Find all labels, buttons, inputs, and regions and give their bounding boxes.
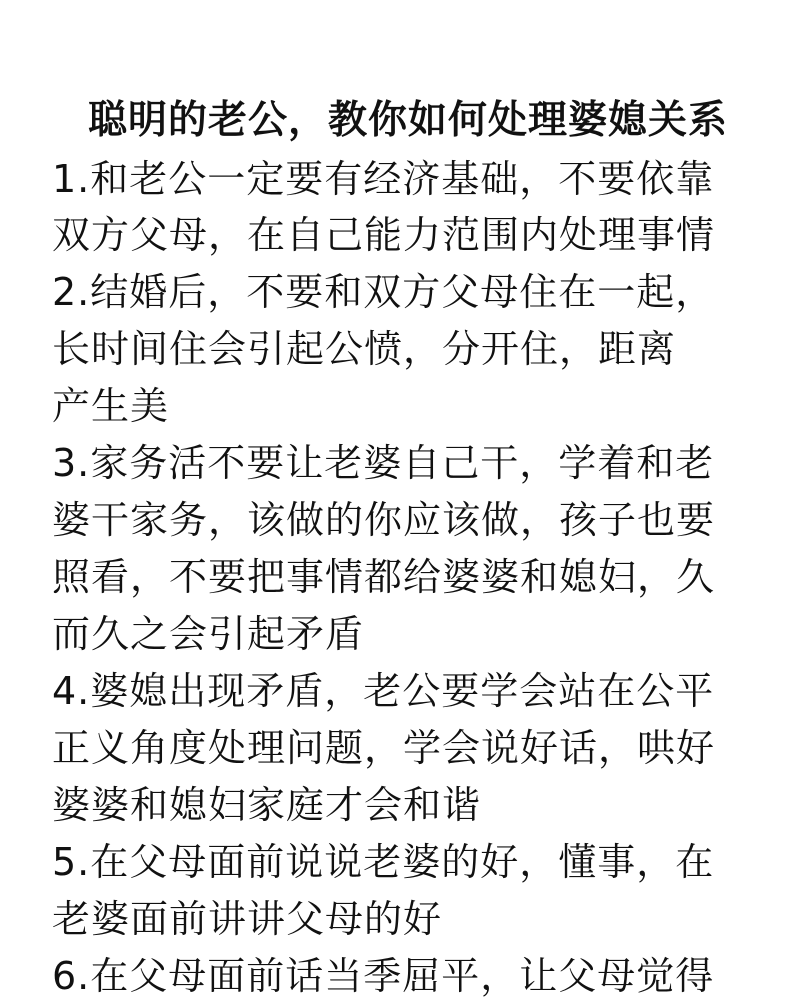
text-line-7: 婆干家务，该做的你应该做，孩子也要 <box>52 498 716 542</box>
text-line-9: 而久之会引起矛盾 <box>52 612 365 656</box>
text-line-12: 婆婆和媳妇家庭才会和谐 <box>52 783 482 827</box>
text-line-13: 5.在父母面前说说老婆的好，懂事，在 <box>52 840 715 884</box>
text-line-8: 照看，不要把事情都给婆婆和媳妇，久 <box>52 555 716 599</box>
text-line-14: 老婆面前讲讲父母的好 <box>52 897 443 941</box>
text-line-1: 1.和老公一定要有经济基础，不要依靠 <box>52 157 715 201</box>
text-line-6: 3.家务活不要让老婆自己干，学着和老 <box>52 441 715 485</box>
text-line-5: 产生美 <box>52 384 170 428</box>
document-title: 聪明的老公，教你如何处理婆媳关系 <box>88 98 729 143</box>
text-line-4: 长时间住会引起公愤，分开住，距离 <box>52 327 677 371</box>
text-line-10: 4.婆媳出现矛盾，老公要学会站在公平 <box>52 669 715 713</box>
text-line-15: 6.在父母面前话当季屈平，让父母觉得 <box>52 954 715 998</box>
text-line-2: 双方父母，在自己能力范围内处理事情 <box>52 213 716 257</box>
text-line-3: 2.结婚后，不要和双方父母住在一起， <box>52 270 715 314</box>
text-line-11: 正义角度处理问题，学会说好话，哄好 <box>52 726 716 770</box>
